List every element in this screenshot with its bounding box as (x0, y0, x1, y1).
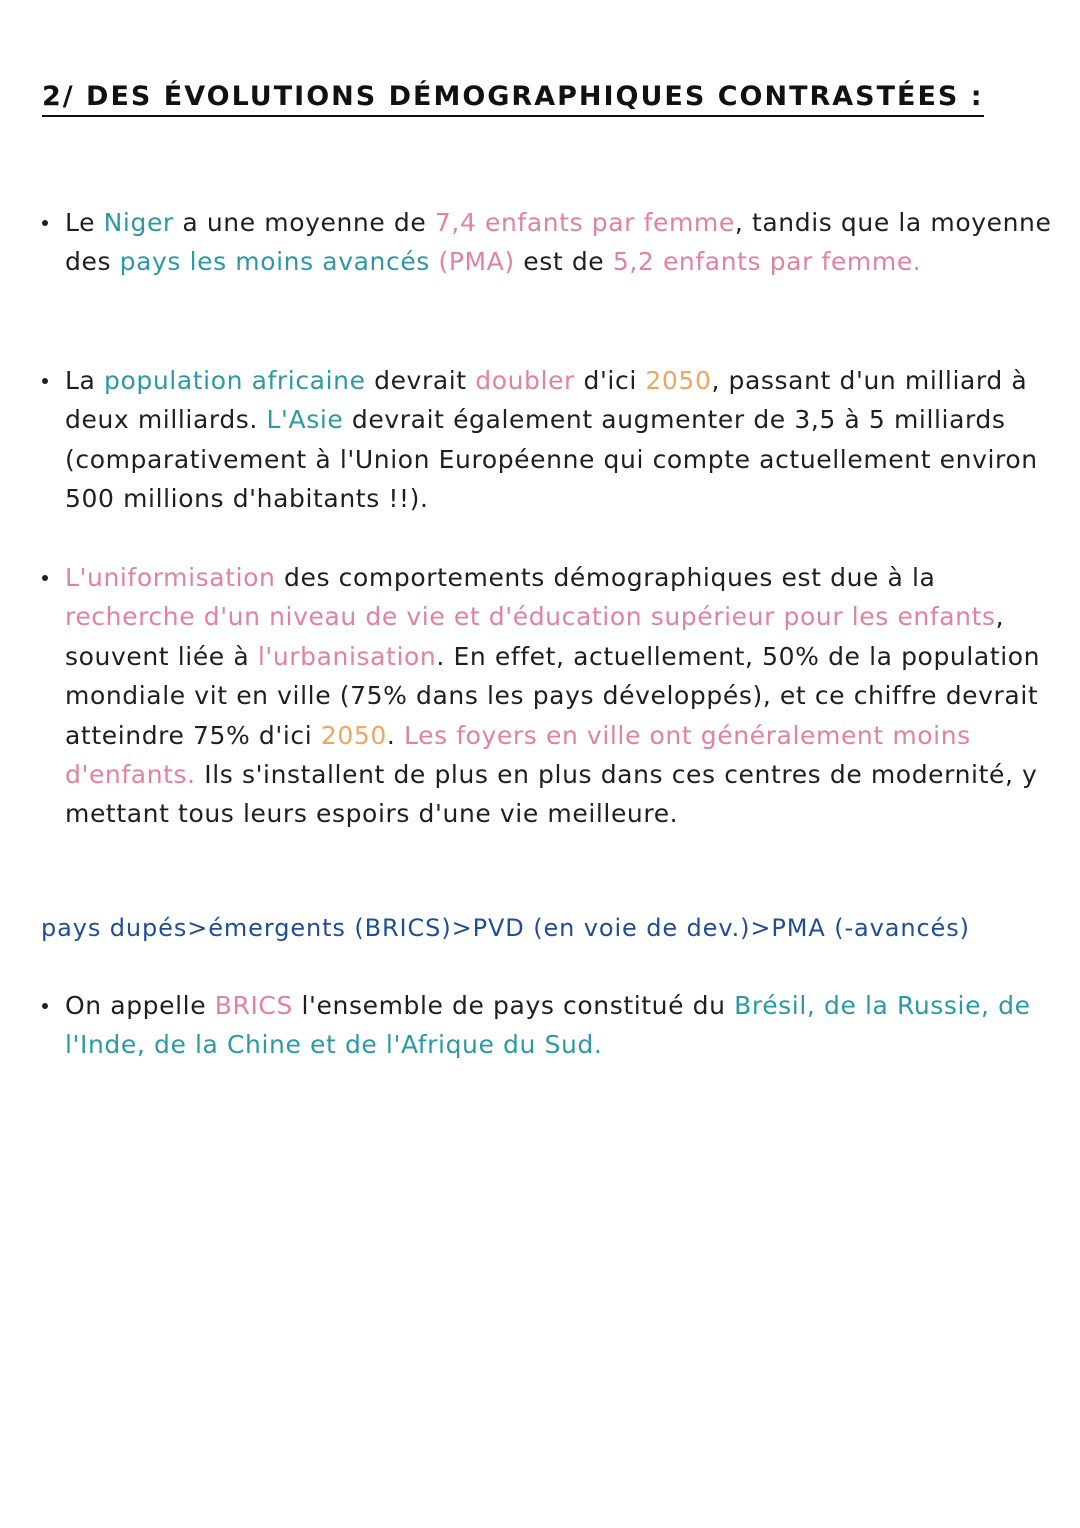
text: des comportements démographiques est due à la (275, 563, 936, 592)
highlight-recherche: recherche d'un niveau de vie et d'éducation supérieur pour les enfants (65, 602, 996, 632)
highlight-pma: pays les moins avancés (119, 247, 430, 277)
highlight-year: 2050 (645, 366, 712, 395)
bullet-uniformisation (65, 558, 1060, 834)
highlight-asie: L'Asie (266, 405, 344, 435)
text: , tandis que la moyenne des (65, 208, 1052, 277)
bullet-fertility (65, 203, 1060, 282)
text: , passant d'un milliard à deux milliards. (65, 366, 1028, 435)
text: . En effet, actuellement, 50% de la population mondiale vit en ville (75% dans les pays développés), et ce chiffre devrait atteindre 75% d'ici (65, 641, 1041, 750)
highlight-doubler: doubler (475, 366, 575, 395)
text: devrait également augmenter de 3,5 à 5 milliards (comparativement à l'Union Européenne qui compte actuellement environ 500 millions d'habitants !!). (65, 405, 1038, 514)
highlight-niger: Niger (103, 208, 174, 237)
highlight-fertility-rate: 7,4 enfants par femme (434, 208, 735, 237)
text: . (386, 720, 404, 750)
text: a une moyenne de (173, 208, 435, 237)
section-title: 2/ DES ÉVOLUTIONS DÉMOGRAPHIQUES CONTRASTÉES : (42, 80, 984, 117)
text: d'ici (574, 366, 646, 395)
text: , souvent liée à (65, 602, 1005, 671)
text: La (65, 366, 104, 395)
text: Le (65, 208, 104, 237)
highlight-fertility-rate-pma: 5,2 enfants par femme. (612, 247, 922, 277)
text: devrait (365, 366, 476, 395)
highlight-countries: Brésil, de la Russie, de l'Inde, de la Chine et de l'Afrique du Sud. (65, 991, 1031, 1060)
highlight-urbanisation: l'urbanisation (257, 641, 437, 671)
country-hierarchy: pays dupés>émergents (BRICS)>PVD (en voie de dev.)>PMA (-avancés) (41, 914, 970, 942)
highlight-african-population: population africaine (104, 366, 366, 395)
text: Ils s'installent de plus en plus dans ces centres de modernité, y mettant tous leurs espoirs d'une vie meilleure. (65, 760, 1038, 829)
highlight-year: 2050 (320, 720, 387, 750)
highlight-brics: BRICS (214, 991, 293, 1020)
text: l'ensemble de pays constitué du (292, 991, 735, 1020)
highlight-pma-abbr: (PMA) (438, 247, 515, 277)
bullet-brics (65, 986, 1060, 1065)
highlight-uniformisation: L'uniformisation (65, 563, 276, 592)
text: On appelle (65, 991, 215, 1020)
highlight-foyers: Les foyers en ville ont généralement moins d'enfants. (65, 720, 971, 790)
text: est de (514, 247, 613, 277)
bullet-population-growth (65, 361, 1060, 519)
